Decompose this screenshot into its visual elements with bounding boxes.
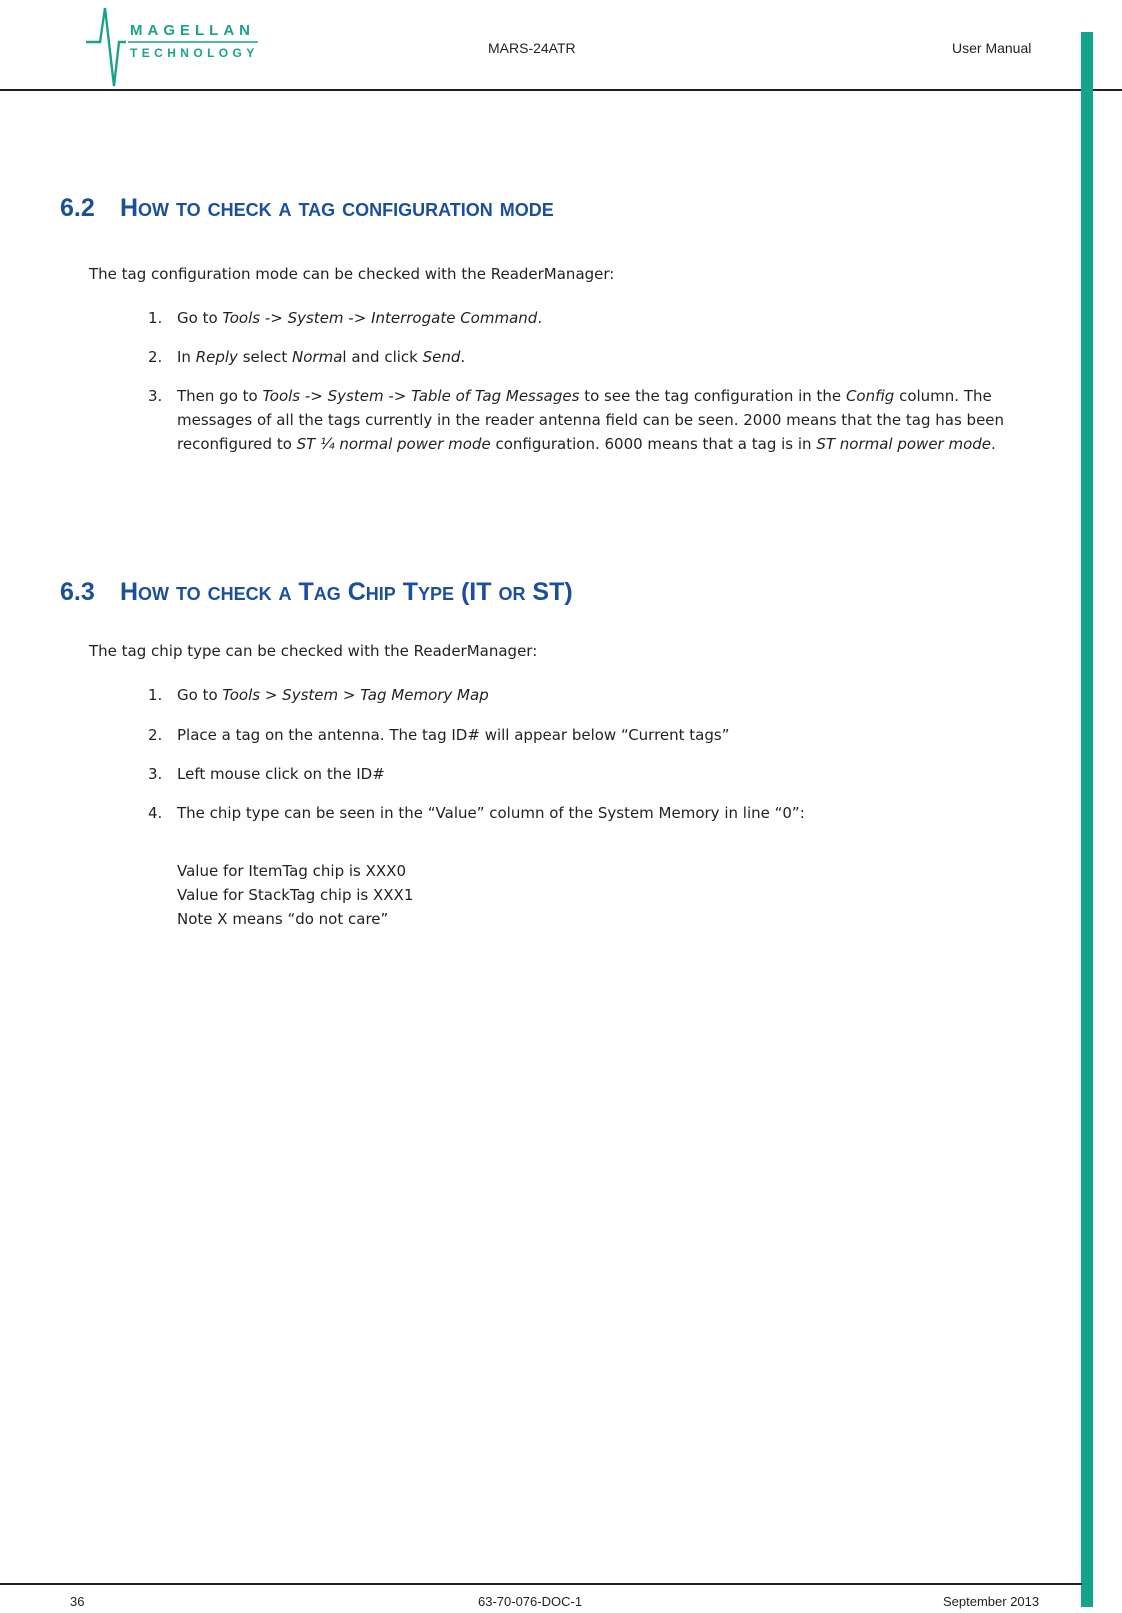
section-title: How to check a Tag Chip Type (IT or ST)	[120, 578, 573, 606]
section-6-3-intro: The tag chip type can be checked with the ReaderManager:	[89, 642, 538, 660]
list-text: The chip type can be seen in the “Value” column of the System Memory in line “0”:	[177, 804, 805, 822]
note-line: Note X means “do not care”	[177, 910, 389, 928]
list-number: 2.	[148, 726, 163, 744]
section-number: 6.2	[60, 194, 95, 222]
list-number: 2.	[148, 348, 163, 366]
list-text: Then go to Tools -> System -> Table of Tag Messages to see the tag configuration in the Config column. The messages of all the tags currently in the reader antenna field can be seen. 2000 means that the tag has been reconfigured to ST ¼ normal power mode configuration. 6000 means that a tag is in ST normal power mode.	[177, 387, 1005, 453]
footer-divider	[0, 1583, 1082, 1585]
logo-wordmark-bottom: TECHNOLOGY	[130, 46, 259, 60]
list-text: Go to Tools > System > Tag Memory Map	[177, 686, 489, 704]
header-doc-type: User Manual	[952, 40, 1032, 56]
list-number: 4.	[148, 804, 163, 822]
header-doc-title: MARS-24ATR	[488, 40, 576, 56]
section-6-2-heading	[60, 194, 554, 223]
company-logo	[86, 0, 266, 88]
footer-doc-id: 63-70-076-DOC-1	[478, 1594, 583, 1609]
list-number: 1.	[148, 309, 163, 327]
section-6-3-heading	[60, 578, 573, 607]
note-line: Value for ItemTag chip is XXX0	[177, 862, 406, 880]
logo-waveform-icon	[86, 0, 266, 88]
logo-wordmark-top: MAGELLAN	[130, 22, 255, 39]
footer-date: September 2013	[943, 1594, 1040, 1609]
list-text: In Reply select Normal and click Send.	[177, 348, 466, 366]
footer-page-number: 36	[70, 1594, 85, 1609]
list-text: Place a tag on the antenna. The tag ID# will appear below “Current tags”	[177, 726, 730, 744]
side-accent-bar	[1081, 32, 1093, 1607]
section-number: 6.3	[60, 578, 95, 606]
header-divider	[0, 89, 1122, 91]
list-text: Left mouse click on the ID#	[177, 765, 385, 783]
list-number: 1.	[148, 686, 163, 704]
section-6-2-intro: The tag configuration mode can be checked with the ReaderManager:	[89, 265, 615, 283]
note-line: Value for StackTag chip is XXX1	[177, 886, 414, 904]
list-number: 3.	[148, 765, 163, 783]
list-text: Go to Tools -> System -> Interrogate Command.	[177, 309, 543, 327]
list-number: 3.	[148, 387, 163, 405]
section-title: How to check a tag configuration mode	[120, 194, 554, 222]
